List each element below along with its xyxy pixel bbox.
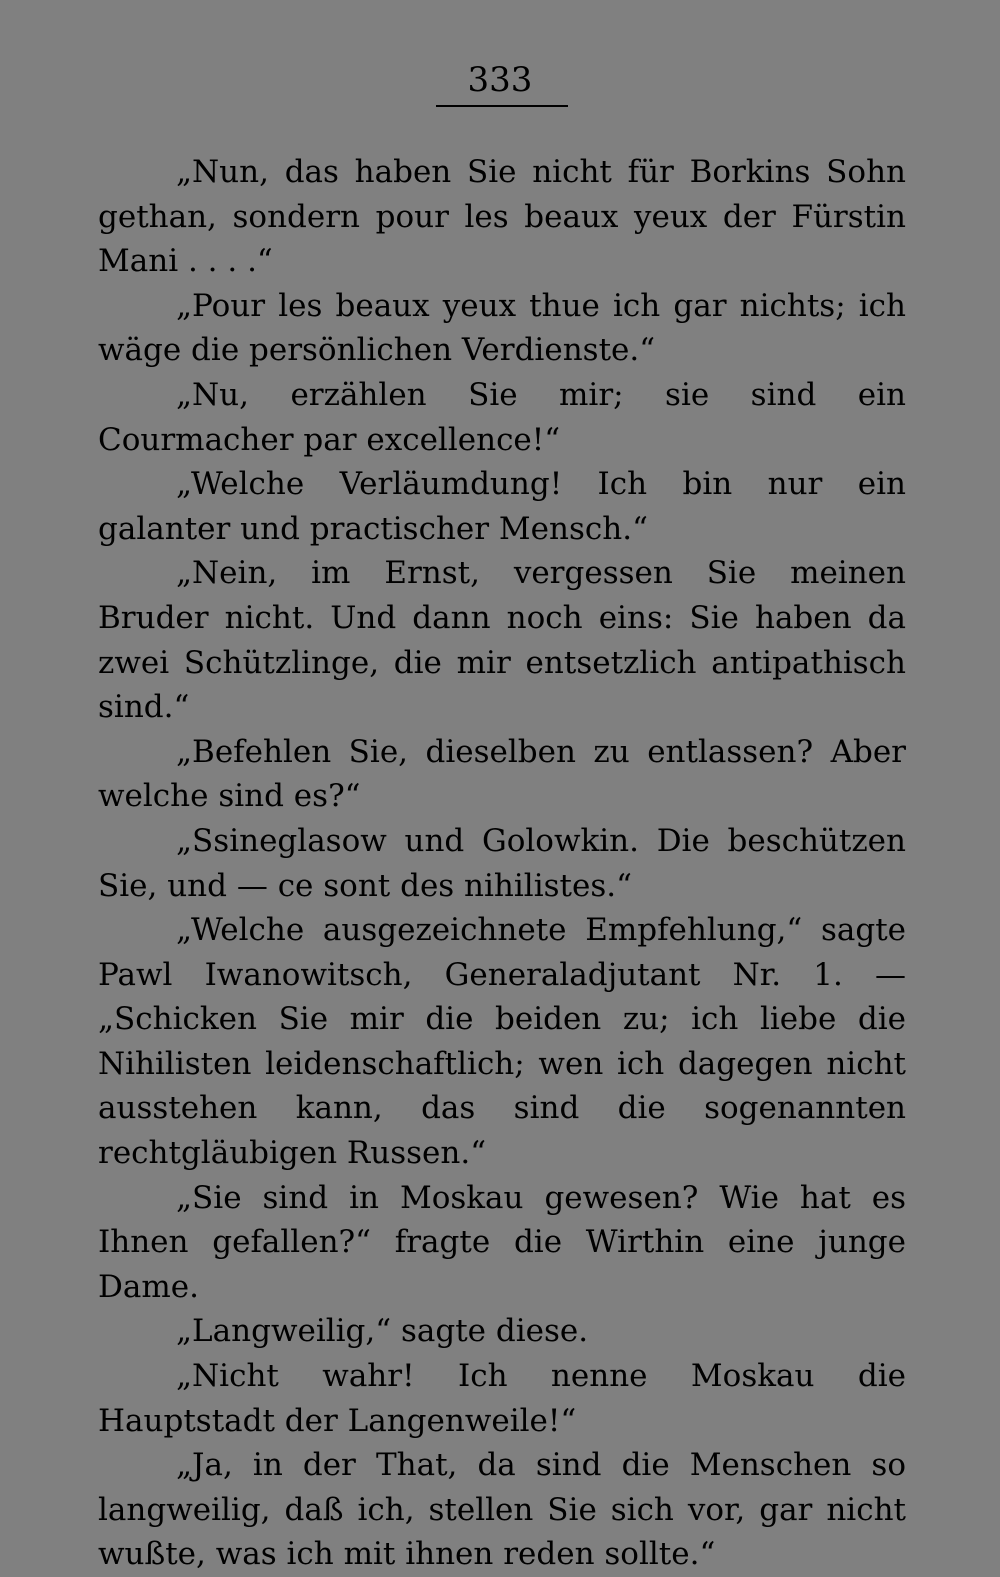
- paragraph: „Langweilig,“ sagte diese.: [176, 1313, 589, 1350]
- paragraph: „Nicht wahr! Ich nenne Moskau die Hauptstadt der Langenweile!“: [98, 1358, 906, 1439]
- paragraph: „Nein, im Ernst, vergessen Sie meinen Bruder nicht. Und dann noch eins: Sie haben da zwei Schützlinge, die mir entsetzlich antipathisch sind.“: [98, 555, 906, 726]
- paragraph: „Befehlen Sie, dieselben zu entlassen? Aber welche sind es?“: [98, 733, 906, 815]
- paragraph: „Pour les beaux yeux thue ich gar nichts; ich wäge die persönlichen Verdienste.“: [98, 287, 906, 369]
- paragraph: „Ssineglasow und Golowkin. Die beschützen Sie, und — ce sont des nihilistes.“: [98, 822, 906, 904]
- paragraph: „Ja, in der That, da sind die Menschen so langweilig, daß ich, stellen Sie sich vor, gar nicht wußte, was ich mit ihnen reden sollte.“: [98, 1447, 906, 1573]
- paragraph: „Welche ausgezeichnete Empfehlung,“ sagte Pawl Iwanowitsch, Generaladjutant Nr. 1. — „Schicken Sie mir die beiden zu; ich liebe die Nihilisten leidenschaftlich; wen ich dagegen nicht ausstehen kann, das sind die sogenannten rechtgläubigen Russen.“: [98, 912, 906, 1172]
- page-number: 333: [467, 60, 533, 100]
- header-rule: [436, 105, 568, 107]
- paragraph: „Nun, das haben Sie nicht für Borkins Sohn gethan, sondern pour les beaux yeux der Fürstin Mani . . . .“: [98, 154, 906, 280]
- paragraph: „Nu, erzählen Sie mir; sie sind ein Courmacher par excellence!“: [98, 376, 906, 458]
- paragraph: „Sie sind in Moskau gewesen? Wie hat es Ihnen gefallen?“ fragte die Wirthin eine junge Dame.: [98, 1179, 906, 1305]
- page-text: [98, 150, 906, 1577]
- paragraph: „Welche Verläumdung! Ich bin nur ein galanter und practischer Mensch.“: [98, 466, 906, 547]
